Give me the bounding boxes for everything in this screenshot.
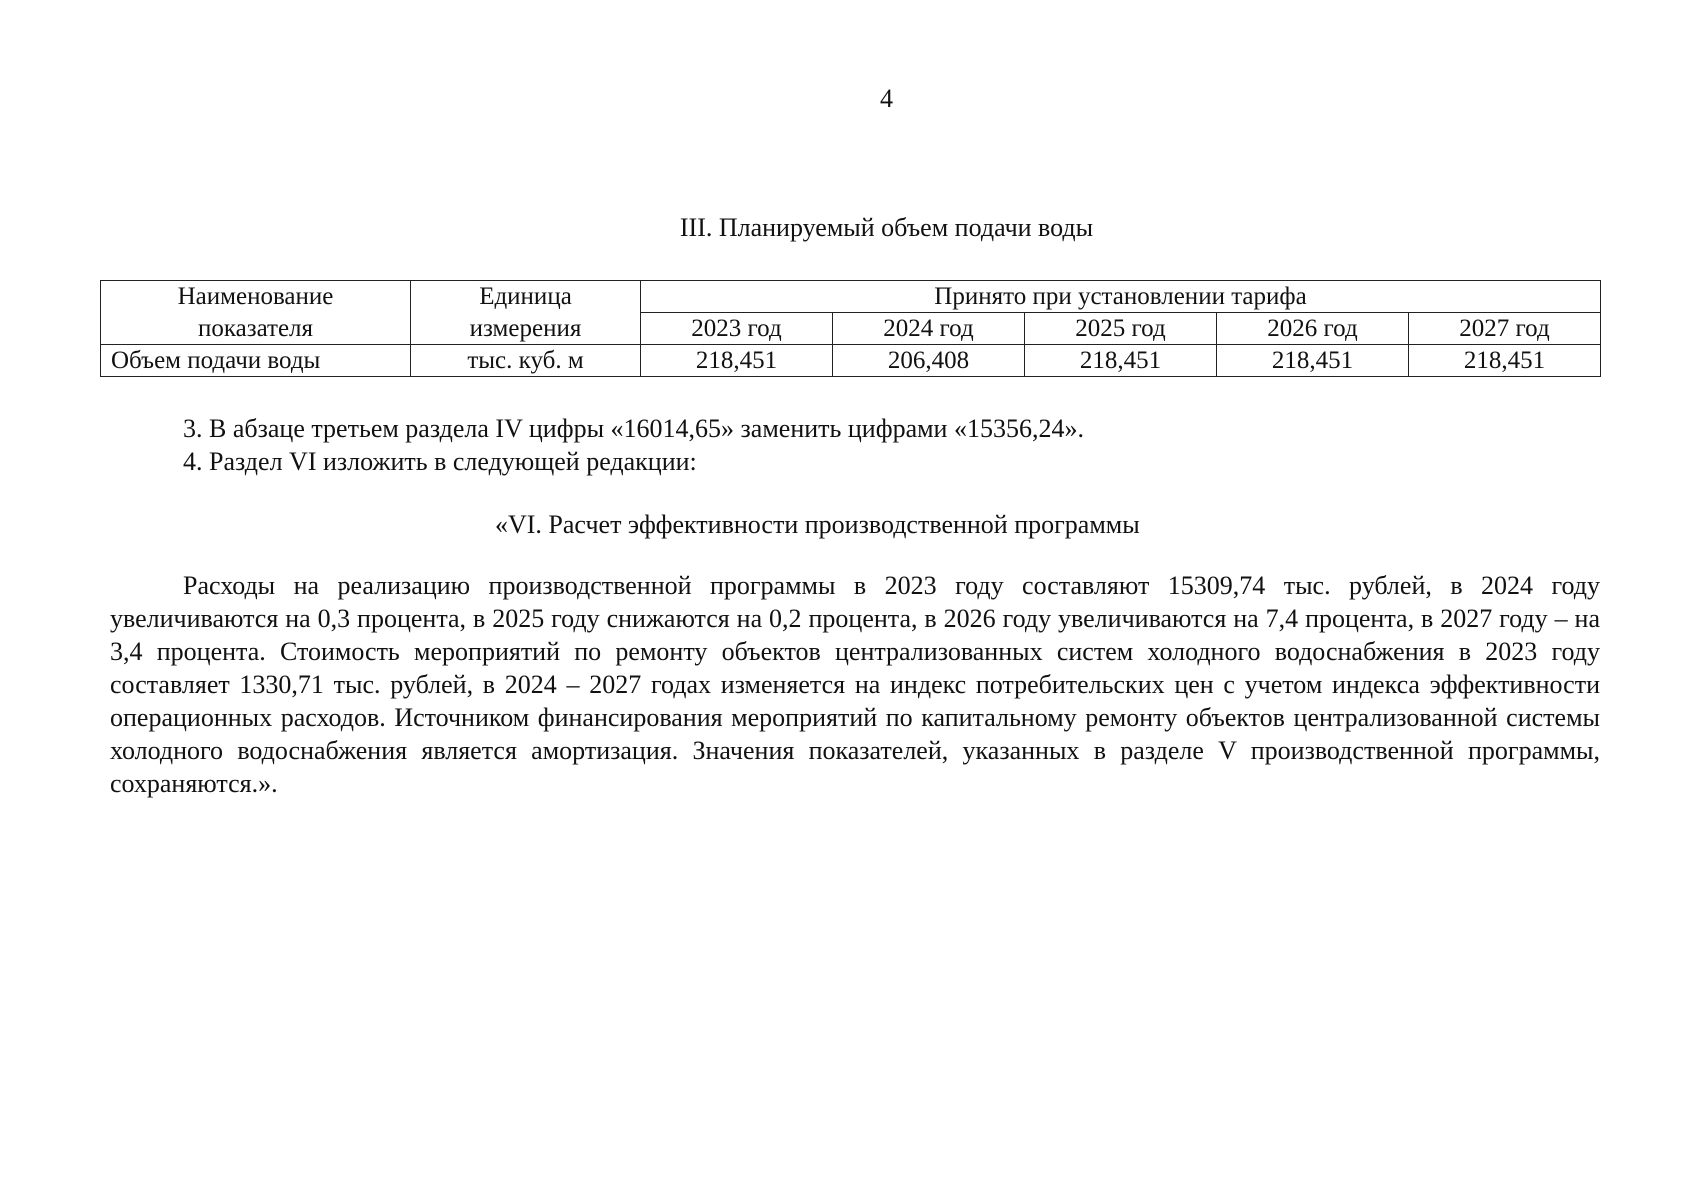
header-name-bottom: показателя	[101, 313, 411, 345]
header-year: 2027 год	[1409, 313, 1601, 345]
header-group: Принято при установлении тарифа	[641, 281, 1601, 313]
header-unit-top: Единица	[411, 281, 641, 313]
section-title: III. Планируемый объем подачи воды	[679, 213, 1094, 242]
row-value: 218,451	[641, 345, 833, 377]
row-unit: тыс. куб. м	[411, 345, 641, 377]
item-4: 4. Раздел VI изложить в следующей редакции:	[183, 447, 697, 476]
page-number: 4	[880, 84, 893, 113]
row-name: Объем подачи воды	[101, 345, 411, 377]
header-year: 2023 год	[641, 313, 833, 345]
row-value: 218,451	[1025, 345, 1217, 377]
header-unit-bottom: измерения	[411, 313, 641, 345]
header-year: 2026 год	[1217, 313, 1409, 345]
row-value: 218,451	[1217, 345, 1409, 377]
header-name-top: Наименование	[101, 281, 411, 313]
header-year: 2024 год	[833, 313, 1025, 345]
row-value: 218,451	[1409, 345, 1601, 377]
body-paragraph: Расходы на реализацию производственной программы в 2023 году составляют 15309,74 тыс. рублей, в 2024 году увеличиваются на 0,3 процента, в 2025 году снижаются на 0,2 процента, в 2026 году увеличиваются на 7,4 процента, в 2027 году – на 3,4 процента. Стоимость мероприятий по ремонту объектов централизованных систем холодного водоснабжения в 2023 году составляет 1330,71 тыс. рублей, в 2024 – 2027 годах изменяется на индекс потребительских цен с учетом индекса эффективности операционных расходов. Источником финансирования мероприятий по капитальному ремонту объектов централизованной системы холодного водоснабжения является амортизация. Значения показателей, указанных в разделе V производственной программы, сохраняются.».	[110, 571, 1600, 798]
table-header-row-1	[101, 281, 1601, 313]
header-year: 2025 год	[1025, 313, 1217, 345]
table-row	[101, 345, 1601, 377]
item-3: 3. В абзаце третьем раздела IV цифры «16014,65» заменить цифрами «15356,24».	[183, 414, 1084, 443]
table-header-row-2	[101, 313, 1601, 345]
section-vi-title: «VI. Расчет эффективности производственной программы	[495, 510, 1140, 539]
water-supply-table	[100, 280, 1601, 377]
row-value: 206,408	[833, 345, 1025, 377]
